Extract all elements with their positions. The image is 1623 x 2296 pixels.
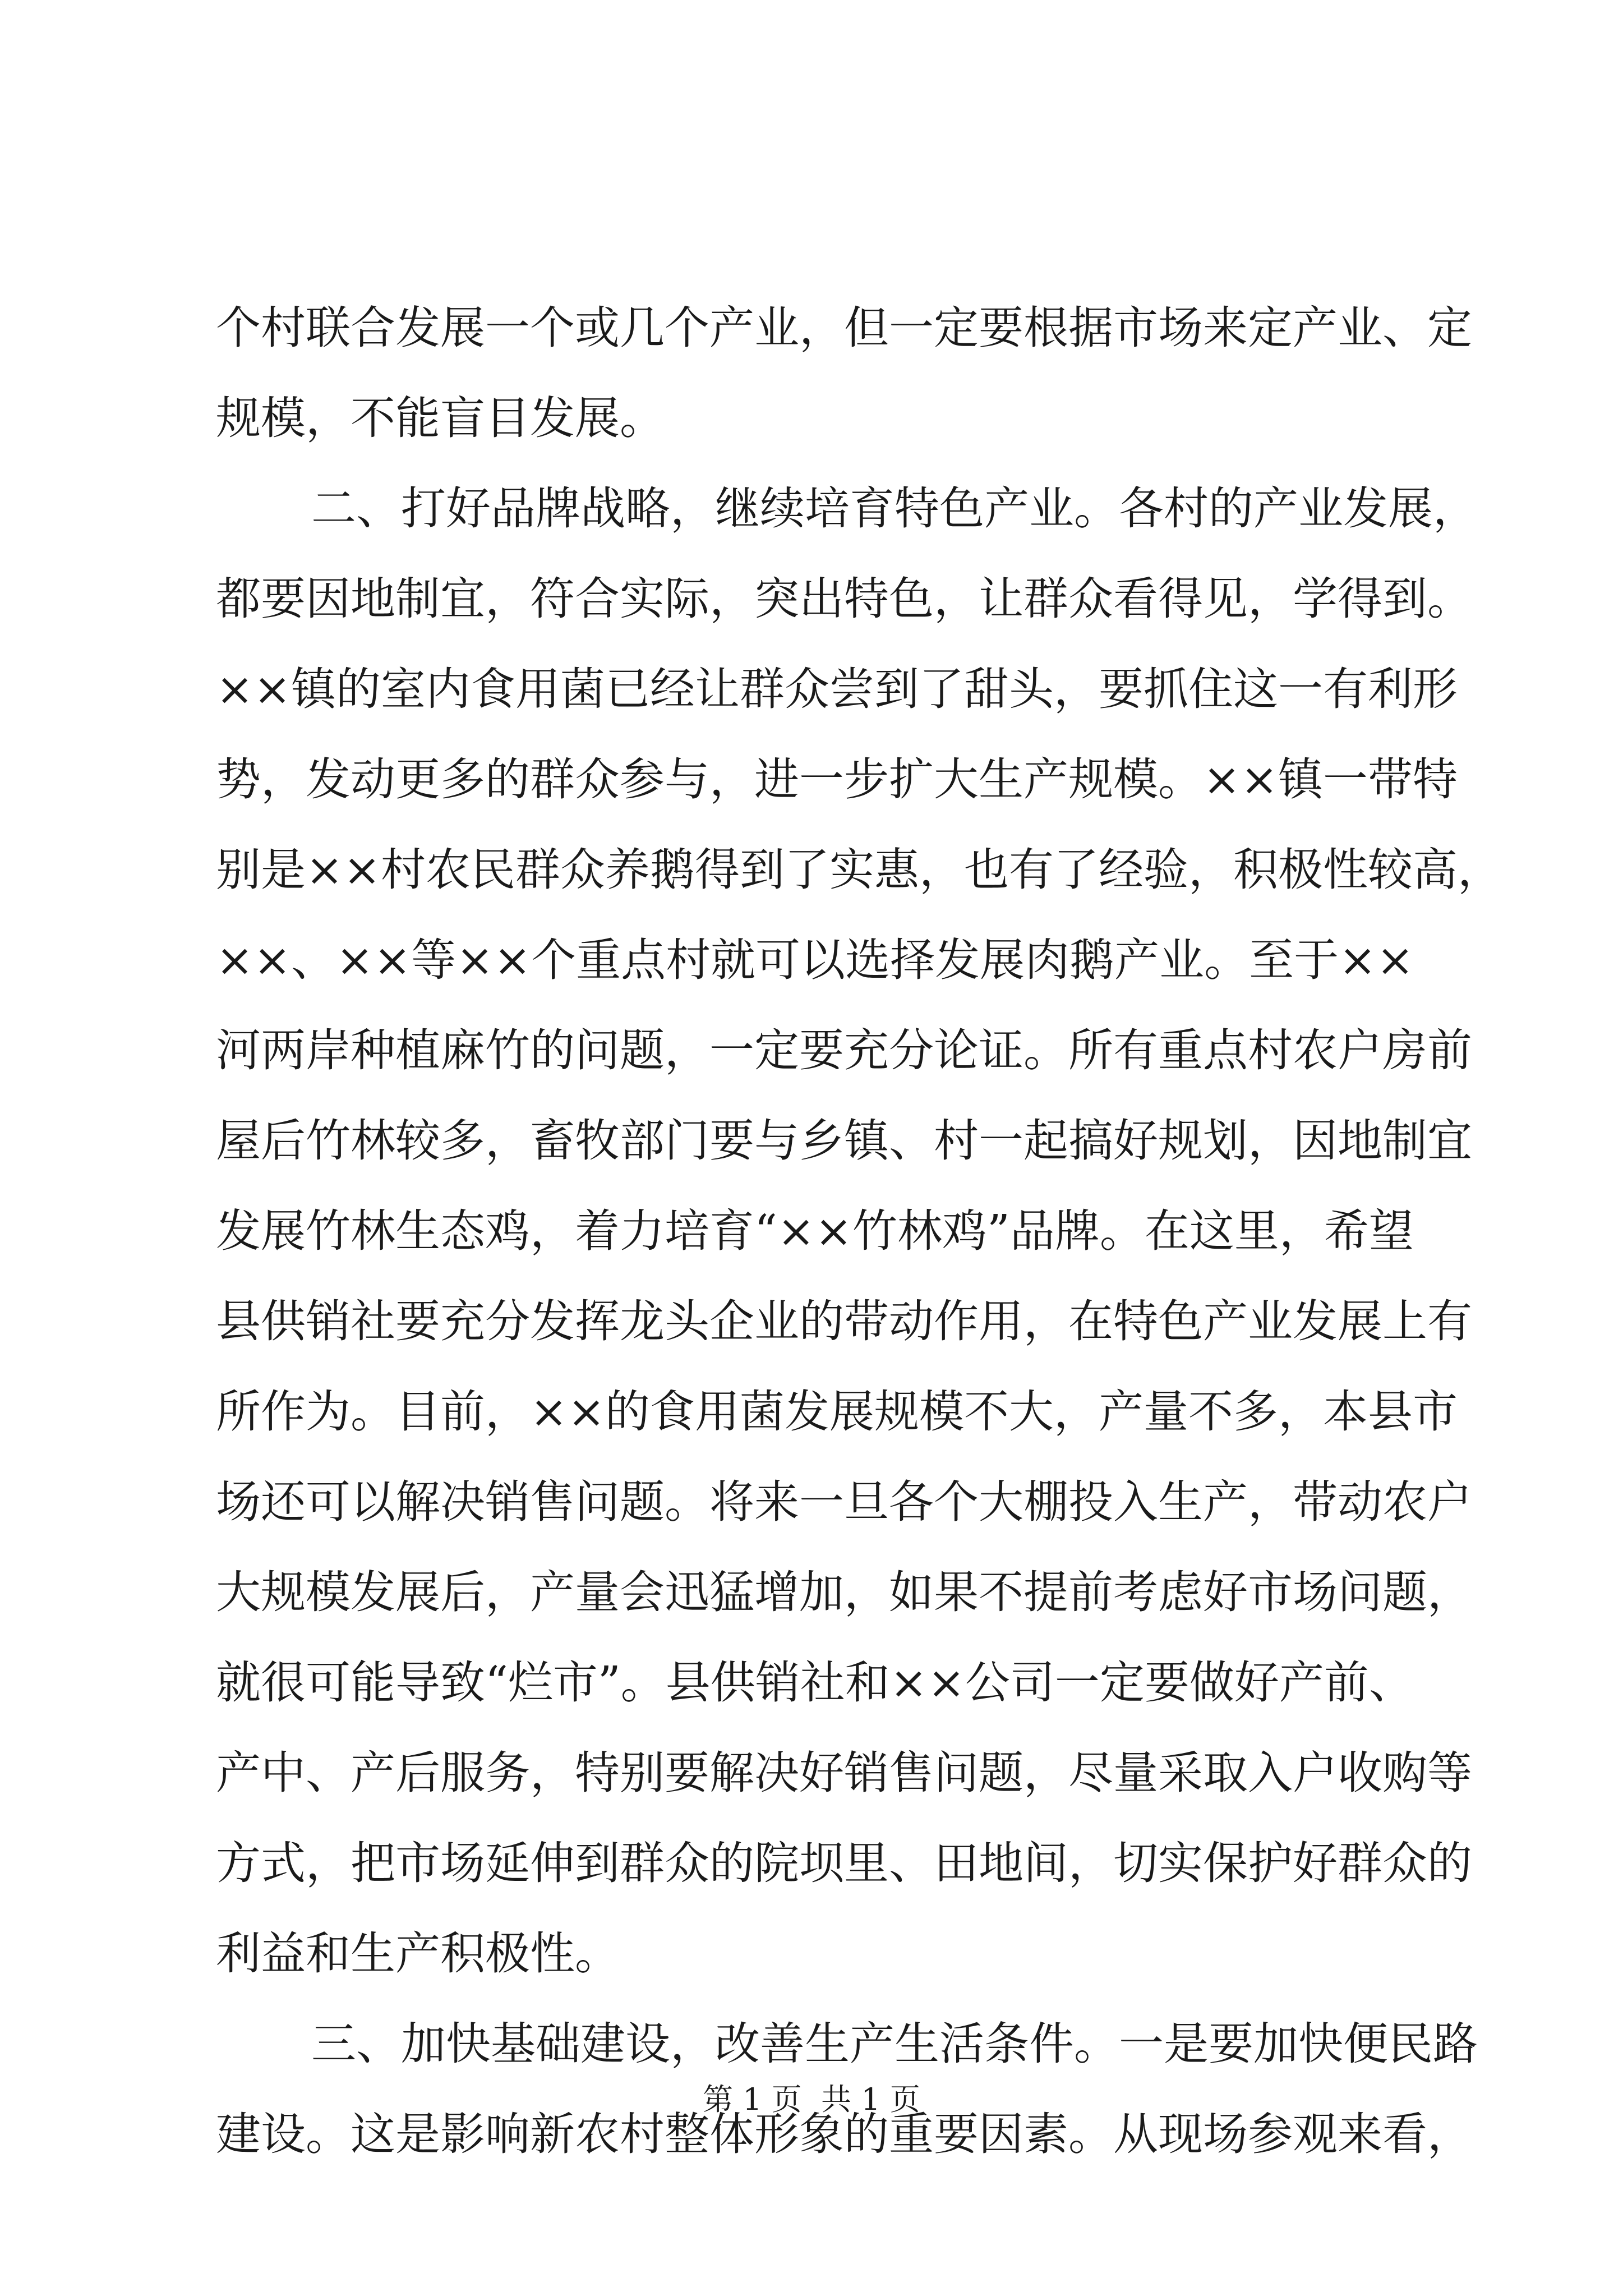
text-line-5: ××镇的室内食用菌已经让群众尝到了甜头，要抓住这一有利形 bbox=[216, 663, 1458, 715]
text-line-18: 方式，把市场延伸到群众的院坝里、田地间，切实保护好群众的 bbox=[216, 1837, 1472, 1889]
text-line-16: 就很可能导致“烂市”。县供销社和××公司一定要做好产前、 bbox=[216, 1657, 1414, 1709]
text-line-14: 场还可以解决销售问题。将来一旦各个大棚投入生产，带动农户 bbox=[216, 1476, 1472, 1528]
text-line-17: 产中、产后服务，特别要解决好销售问题，尽量采取入户收购等 bbox=[216, 1747, 1472, 1799]
text-line-9: 河两岸种植麻竹的问题，一定要充分论证。所有重点村农户房前 bbox=[216, 1024, 1472, 1076]
text-line-19: 利益和生产积极性。 bbox=[216, 1927, 620, 1980]
text-line-11: 发展竹林生态鸡，着力培育“××竹林鸡”品牌。在这里，希望 bbox=[216, 1205, 1414, 1257]
page-number-footer: 第 1 页 共 1 页 bbox=[703, 2082, 920, 2117]
paragraph-3-line-1: 三、加快基础建设，改善生产生活条件。一是要加快便民路 bbox=[311, 2018, 1478, 2070]
text-line-7: 别是××村农民群众养鹅得到了实惠，也有了经验，积极性较高， bbox=[216, 844, 1503, 896]
text-line-6: 势，发动更多的群众参与，进一步扩大生产规模。××镇一带特 bbox=[216, 753, 1458, 806]
text-line-8: ××、××等××个重点村就可以选择发展肉鹅产业。至于×× bbox=[216, 934, 1414, 986]
paragraph-2-line-1: 二、打好品牌战略，继续培育特色产业。各村的产业发展， bbox=[311, 482, 1478, 535]
text-line-4: 都要因地制宜，符合实际，突出特色，让群众看得见，学得到。 bbox=[216, 573, 1472, 625]
text-line-13: 所作为。目前，××的食用菌发展规模不大，产量不多，本县市 bbox=[216, 1386, 1458, 1438]
text-line-12: 县供销社要充分发挥龙头企业的带动作用，在特色产业发展上有 bbox=[216, 1295, 1472, 1347]
text-line-21: 建设。这是影响新农村整体形象的重要因素。从现场参观来看， bbox=[216, 2108, 1472, 2160]
text-line-15: 大规模发展后，产量会迅猛增加，如果不提前考虑好市场问题， bbox=[216, 1566, 1472, 1618]
text-line-1: 个村联合发展一个或几个产业，但一定要根据市场来定产业、定 bbox=[216, 302, 1472, 354]
text-line-2: 规模，不能盲目发展。 bbox=[216, 392, 665, 444]
text-line-10: 屋后竹林较多，畜牧部门要与乡镇、村一起搞好规划，因地制宜 bbox=[216, 1115, 1472, 1167]
